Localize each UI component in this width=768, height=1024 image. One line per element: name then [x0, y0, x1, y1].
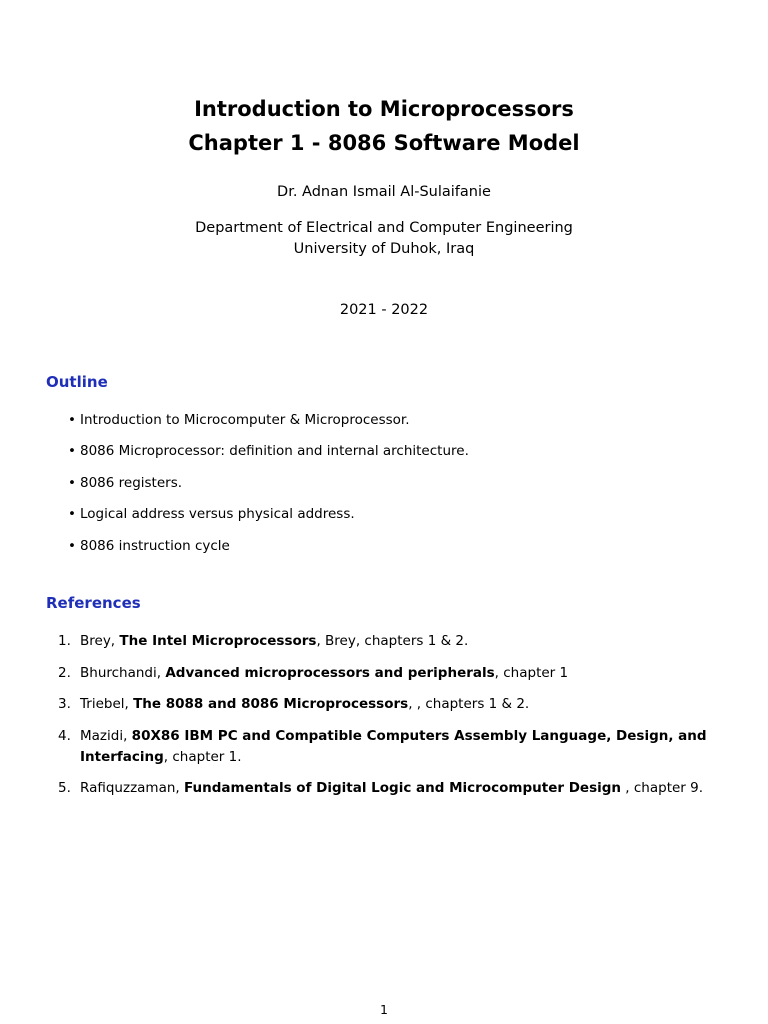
- bullet-icon: •: [68, 537, 76, 554]
- author-name: Dr. Adnan Ismail Al-Sulaifanie: [277, 184, 491, 200]
- title-line-2: Chapter 1 - 8086 Software Model: [188, 131, 580, 155]
- outline-item-text: 8086 registers.: [80, 474, 183, 491]
- list-item: [46, 536, 469, 556]
- references-list: [46, 631, 736, 810]
- reference-title: Advanced microprocessors and peripherals: [165, 664, 495, 681]
- reference-details: , Brey, chapters 1 & 2.: [316, 633, 469, 649]
- list-item: [46, 441, 469, 461]
- reference-details: , chapter 9.: [621, 780, 704, 796]
- reference-item: [46, 694, 736, 715]
- reference-author: Rafiquzzaman,: [80, 780, 184, 796]
- reference-item: [46, 663, 736, 684]
- affiliation: [0, 218, 768, 260]
- bullet-icon: •: [68, 506, 76, 523]
- bullet-icon: •: [68, 412, 76, 428]
- bullet-icon: •: [68, 443, 76, 460]
- list-item: [46, 504, 469, 524]
- reference-number: 2.: [58, 664, 71, 681]
- title-line-1: Introduction to Microprocessors: [194, 97, 574, 121]
- reference-title: The Intel Microprocessors: [119, 633, 317, 649]
- outline-item-text: Introduction to Microcomputer & Microprocessor.: [80, 412, 410, 428]
- reference-number: 3.: [58, 696, 71, 712]
- reference-details: , , chapters 1 & 2.: [408, 696, 530, 712]
- outline-item-text: 8086 instruction cycle: [80, 537, 230, 554]
- page-number: 1: [380, 1002, 388, 1017]
- outline-list: [46, 410, 469, 567]
- reference-number: 4.: [58, 727, 71, 744]
- list-item: [46, 473, 469, 493]
- reference-number: 5.: [58, 780, 71, 796]
- references-heading: References: [46, 594, 141, 612]
- outline-heading: Outline: [46, 373, 108, 391]
- outline-item-text: 8086 Microprocessor: definition and internal architecture.: [80, 443, 469, 460]
- reference-details: , chapter 1.: [163, 748, 242, 765]
- department: Department of Electrical and Computer Engineering: [195, 220, 573, 236]
- reference-item: [46, 726, 736, 768]
- reference-author: Mazidi,: [80, 727, 132, 744]
- reference-author: Triebel,: [80, 696, 134, 712]
- reference-author: Bhurchandi,: [80, 664, 166, 681]
- reference-item: [46, 631, 736, 652]
- reference-title: The 8088 and 8086 Microprocessors: [133, 696, 409, 712]
- reference-item: [46, 778, 736, 799]
- reference-title: Fundamentals of Digital Logic and Microcomputer Design: [184, 780, 622, 796]
- university: University of Duhok, Iraq: [293, 241, 475, 257]
- reference-number: 1.: [58, 633, 71, 649]
- bullet-icon: •: [68, 474, 76, 491]
- reference-author: Brey,: [80, 633, 120, 649]
- reference-details: , chapter 1: [494, 664, 569, 681]
- outline-item-text: Logical address versus physical address.: [80, 506, 355, 523]
- academic-year: 2021 - 2022: [339, 302, 429, 318]
- list-item: [46, 410, 469, 430]
- reference-title: 80X86 IBM PC and Compatible Computers Assembly Language, Design, and Interfacing: [80, 727, 707, 765]
- document-title: [0, 92, 768, 160]
